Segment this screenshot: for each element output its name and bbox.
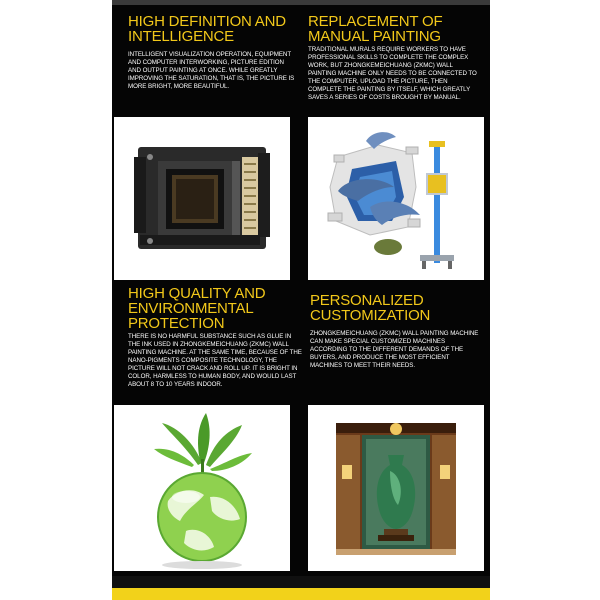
heading-line: CUSTOMIZATION (310, 307, 431, 324)
section-body-replacement: TRADITIONAL MURALS REQUIRE WORKERS TO HAVE PROFESSIONAL SKILLS TO COMPLETE THE COMPLEX WORK, BUT ZHONGKEMEICHUANG (ZKMC) WALL PAINTING MACHINE ONLY NEEDS TO BE CONNECTED TO THE COMPUTER, UPLOAD THE PICTURE, THEN COMPLETE THE PAINTING BY ITSELF, WHICH GREATLY SAVES A SERIES OF COSTS BROUGHT BY MANUAL. (308, 46, 477, 101)
heading-line: HIGH QUALITY AND (128, 285, 266, 302)
section-body-high-quality: THERE IS NO HARMFUL SUBSTANCE SUCH AS GLUE IN THE INK USED IN ZHONGKEMEICHUANG (ZKMC) WALL PAINTING MACHINE. AT THE SAME TIME, BECAUSE OF THE NANO-PIGMENTS COMPOSITE TECHNOLOGY, THE PICTURE WILL NOT CRACK AND ROLL UP. IT IS BRIGHT IN COLOR, HARMLESS TO HUMAN BODY, AND WOULD LAST ABOUT 8 TO 10 YEARS INDOOR. (128, 333, 302, 388)
green-earth-image (114, 405, 290, 571)
heading-line: PROTECTION (128, 315, 225, 332)
section-heading-replacement (308, 14, 442, 44)
heading-line: REPLACEMENT OF (308, 13, 443, 30)
dolphin-wall-mural-image (308, 117, 484, 280)
section-body-personalized: ZHONGKEMEICHUANG (ZKMC) WALL PAINTING MACHINE CAN MAKE SPECIAL CUSTOMIZED MACHINES ACCORDING TO THE DIFFERENT DEMANDS OF THE BUYERS, AND PRODUCE THE MOST EFFICIENT MACHINES TO MEET THEIR NEEDS. (310, 330, 479, 369)
heading-line: ENVIRONMENTAL (128, 300, 254, 317)
section-heading-high-quality (128, 286, 265, 331)
bottom-strip (112, 576, 490, 588)
printhead-image (114, 117, 290, 280)
section-body-high-definition: INTELLIGENT VISUALIZATION OPERATION, EQUIPMENT AND COMPUTER INTERWORKING, PICTURE EDITION AND OUTPUT PAINTING AT ONCE. WHILE GREATLY IMPROVING THE SATURATION, THAT IS, THE PICTURE IS MORE BRIGHT, MORE BEAUTIFUL. (128, 51, 295, 90)
top-divider (112, 0, 490, 5)
heading-line: HIGH DEFINITION AND (128, 13, 286, 30)
section-heading-personalized (310, 293, 430, 323)
heading-line: MANUAL PAINTING (308, 28, 441, 45)
jade-vase-painting-image (308, 405, 484, 571)
heading-line: INTELLIGENCE (128, 28, 234, 45)
heading-line: PERSONALIZED (310, 292, 424, 309)
section-heading-high-definition (128, 14, 286, 44)
bottom-accent-bar (112, 588, 490, 600)
poster (112, 0, 490, 600)
